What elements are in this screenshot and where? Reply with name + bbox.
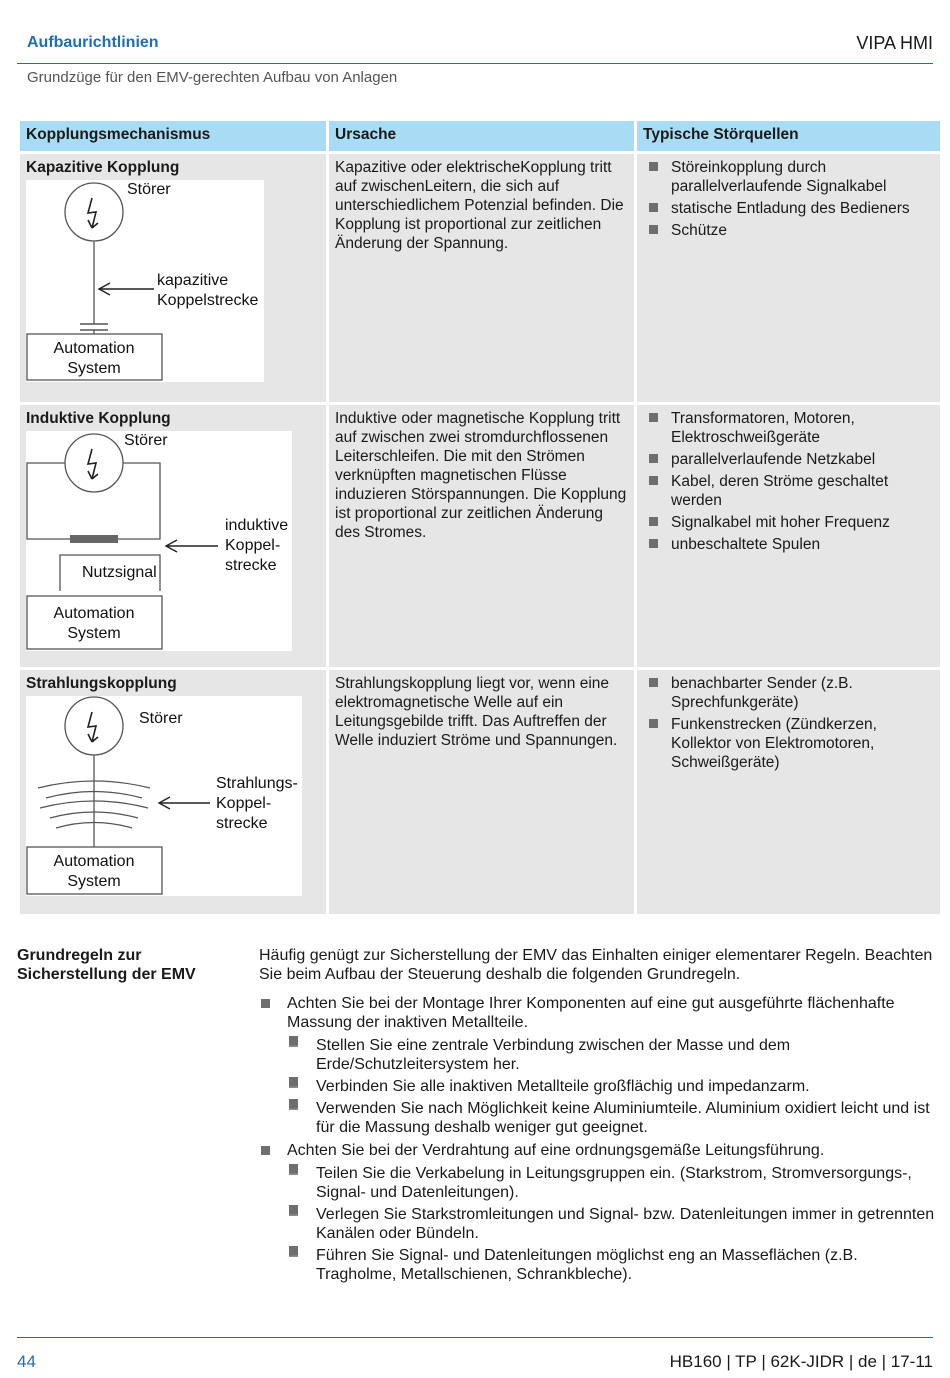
sources-cell [637,154,940,402]
coupling-label: Strahlungs- [216,775,298,792]
list-item: benachbarter Sender (z.B. Sprechfunkgeräte) [643,674,934,712]
header-mechanism: Kopplungsmechanismus [20,121,326,151]
system-label: Automation [53,605,135,622]
sources-list [643,674,934,772]
cause-text: Induktive oder magnetische Kopplung tritt auf zwischen zwei stromdurchflossenen Leiterschleifen. Die mit den Strömen verknüpften magnetischen Flüsse induzieren Störspannungen. Die Kopplung ist proportional zur zeitlichen Änderung des Stromes. [335,410,627,541]
table-header-row [20,121,940,151]
system-label: Automation [53,340,135,357]
sub-list [287,1164,935,1284]
section-title: Aufbaurichtlinien [27,34,159,51]
mechanism-title: Strahlungskopplung [26,675,177,692]
coupling-label: kapazitive [157,272,229,289]
cause-cell [329,154,634,402]
list-item: Störeinkopplung durch parallelverlaufende Signalkabel [643,158,934,196]
mechanism-cell [20,405,326,667]
sources-cell [637,670,940,914]
list-item: Signalkabel mit hoher Frequenz [643,513,934,532]
system-label: Automation [53,853,135,870]
cause-cell [329,670,634,914]
sub-list-item: – Verlegen Sie Starkstromleitungen und Signal- bzw. Datenleitungen immer in getrennten Kanälen oder Bündeln. [287,1205,935,1243]
table-row [20,405,940,667]
rule-text: Achten Sie bei der Montage Ihrer Komponenten auf eine gut ausgeführte flächenhafte Massung der inaktiven Metallteile. [287,995,895,1031]
coupling-table [17,118,943,917]
sub-list-item: – Führen Sie Signal- und Datenleitungen möglichst eng an Masseflächen (z.B. Tragholme, Metallschienen, Schrankbleche). [287,1246,935,1284]
disturber-label: Störer [127,181,171,198]
system-label: System [67,360,121,377]
system-label: System [67,625,121,642]
sources-cell [637,405,940,667]
rules-body [259,946,935,1288]
list-item [259,994,935,1137]
table-row [20,670,940,914]
list-item: statische Entladung des Bedieners [643,199,934,218]
disturber-label: Störer [139,710,183,727]
radiation-coupling-diagram [26,696,306,896]
list-item: Funkenstrecken (Zündkerzen, Kollektor von Elektromotoren, Schweißgeräte) [643,715,934,772]
coupling-label: Koppelstrecke [157,292,259,309]
header-sources: Typische Störquellen [637,121,940,151]
rule-text: Achten Sie bei der Verdrahtung auf eine ordnungsgemäße Leitungsführung. [287,1142,825,1159]
mechanism-cell [20,154,326,402]
sub-list [287,1036,935,1137]
cause-text: Strahlungskopplung liegt vor, wenn eine elektromagnetische Welle auf ein Leitungsgebilde trifft. Das Auftreffen der Welle induziert Ströme und Spannungen. [335,675,618,749]
coupling-label: induktive [225,517,289,534]
sub-list-item: – Verbinden Sie alle inaktiven Metallteile großflächig und impedanzarm. [287,1077,935,1096]
rules-intro: Häufig genügt zur Sicherstellung der EMV das Einhalten einiger elementarer Regeln. Beachten Sie beim Aufbau der Steuerung deshalb die folgenden Grundregeln. [259,947,933,983]
list-item [259,1141,935,1284]
inductive-coupling-diagram [26,431,306,651]
sub-list-item: – Verwenden Sie nach Möglichkeit keine Aluminiumteile. Aluminium oxidiert leicht und ist für die Massung deshalb weniger gut geeignet. [287,1099,935,1137]
sub-list-item: – Teilen Sie die Verkabelung in Leitungsgruppen ein. (Starkstrom, Stromversorgungs-, Signal- und Datenleitungen). [287,1164,935,1202]
sources-list [643,409,934,554]
table-row [20,154,940,402]
page-number: 44 [17,1352,36,1371]
useful-signal-label: Nutzsignal [82,564,157,581]
header-cause: Ursache [329,121,634,151]
cause-cell [329,405,634,667]
product-name: VIPA HMI [856,33,933,53]
sub-list-item: – Stellen Sie eine zentrale Verbindung zwischen der Masse und dem Erde/Schutzleitersystem her. [287,1036,935,1074]
coupling-label: strecke [225,557,277,574]
rules-heading: Grundregeln zur Sicherstellung der EMV [17,947,196,983]
sources-list [643,158,934,240]
capacitive-coupling-diagram [26,180,306,382]
list-item: Transformatoren, Motoren, Elektroschweißgeräte [643,409,934,447]
coupling-element [70,535,118,543]
mechanism-title: Kapazitive Kopplung [26,159,180,176]
coupling-label: Koppel- [216,795,272,812]
list-item: Kabel, deren Ströme geschaltet werden [643,472,934,510]
mechanism-title: Induktive Kopplung [26,410,171,427]
coupling-label: strecke [216,815,268,832]
mechanism-cell [20,670,326,914]
list-item: unbeschaltete Spulen [643,535,934,554]
coupling-label: Koppel- [225,537,281,554]
page-subtitle: Grundzüge für den EMV-gerechten Aufbau von Anlagen [27,69,398,86]
list-item: parallelverlaufende Netzkabel [643,450,934,469]
system-label: System [67,873,121,890]
document-reference: HB160 | TP | 62K-JIDR | de | 17-11 [669,1352,933,1371]
disturber-label: Störer [124,432,168,449]
rules-list [259,994,935,1284]
header-divider [17,63,933,64]
list-item: Schütze [643,221,934,240]
footer-divider [17,1337,933,1338]
cause-text: Kapazitive oder elektrischeKopplung tritt auf zwischenLeitern, die sich auf unterschiedlichem Potenzial befinden. Die Kopplung ist proportional zur zeitlichen Änderung der Spannung. [335,159,624,252]
